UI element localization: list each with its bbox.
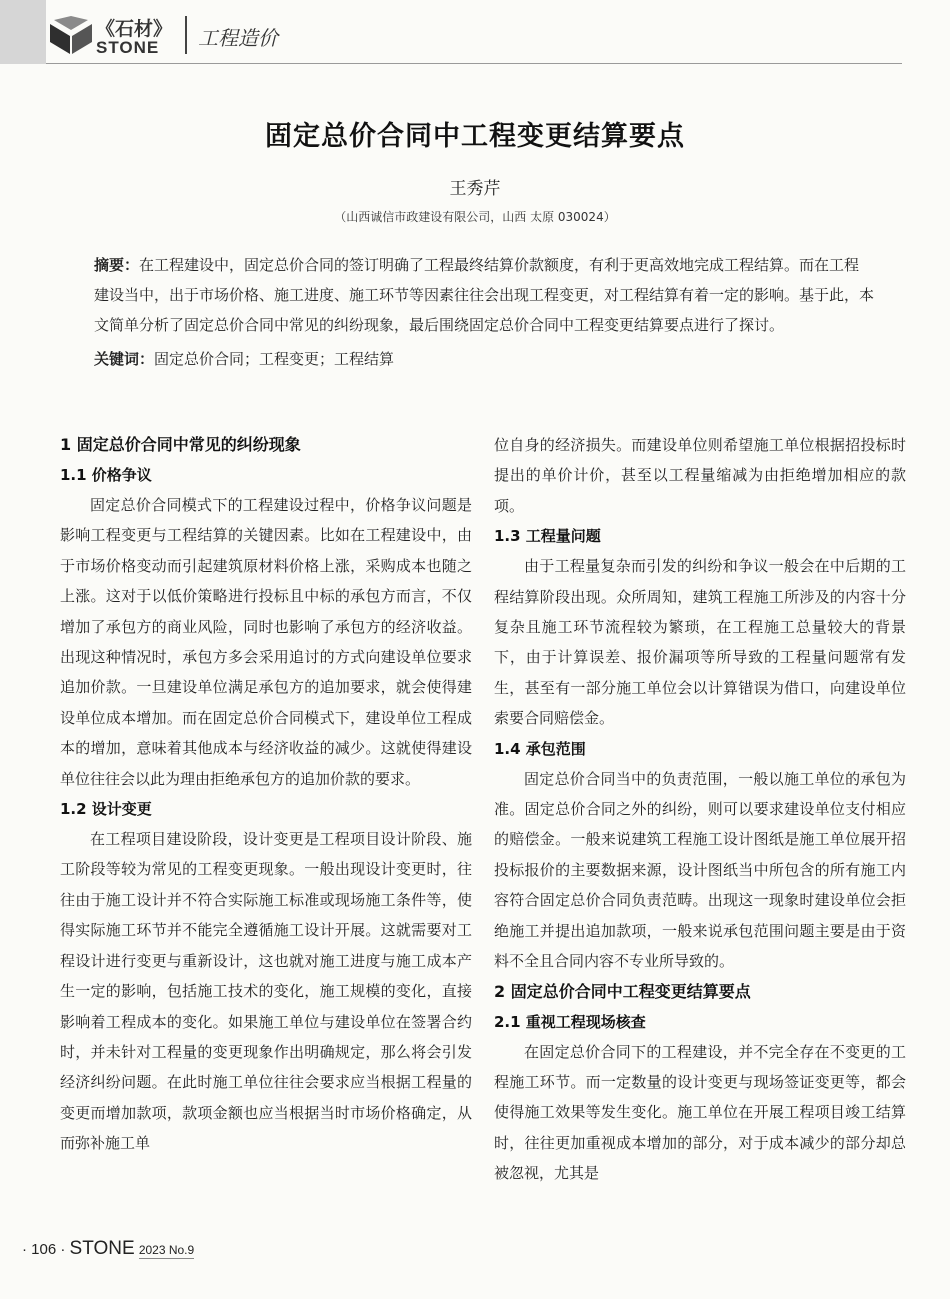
- section-heading: 1 固定总价合同中常见的纠纷现象: [60, 435, 301, 454]
- keywords-line: [94, 344, 874, 374]
- subsection-heading: 2.1 重视工程现场核查: [494, 1012, 646, 1031]
- article-title: 固定总价合同中工程变更结算要点: [265, 121, 685, 152]
- header-shade: [0, 0, 46, 64]
- header-rule: [46, 63, 902, 64]
- subsection-heading: 1.1 价格争议: [60, 466, 152, 484]
- subsection-heading: 1.3 工程量问题: [494, 527, 601, 546]
- section-heading: 2 固定总价合同中工程变更结算要点: [494, 981, 751, 1001]
- keywords-label: 关键词：: [94, 350, 155, 368]
- author-affiliation: （山西诚信市政建设有限公司，山西 太原 030024）: [334, 210, 616, 224]
- footer-brand: STONE: [69, 1238, 135, 1259]
- keywords-text: 固定总价合同；工程变更；工程结算: [154, 350, 395, 368]
- body-paragraph: 在固定总价合同下的工程建设，并不完全存在不变更的工程施工环节。而一定数量的设计变更与现场签证变更等，都会使得施工效果等发生变化。施工单位在开展工程项目竣工结算时，往往更加重视成本增加的部分，对于成本减少的部分却总被忽视，尤其是: [494, 1042, 906, 1183]
- page-footer: [22, 1238, 194, 1260]
- section-name: 工程造价: [198, 26, 278, 50]
- journal-name-en: STONE: [96, 38, 160, 57]
- abstract-text: 在工程建设中，固定总价合同的签订明确了工程最终结算价款额度，有利于更高效地完成工程结算。而在工程建设当中，出于市场价格、施工进度、施工环节等因素往往会出现工程变更，对工程结算有着一定的影响。基于此，本文简单分析了固定总价合同中常见的纠纷现象，最后围绕固定总价合同中工程变更结算要点进行了探讨。: [94, 256, 875, 334]
- journal-name-cn: 《石材》: [96, 18, 173, 40]
- left-column: [60, 430, 472, 1159]
- issue-label: 2023 No.9: [138, 1243, 195, 1257]
- body-paragraph: 在工程项目建设阶段，设计变更是工程项目设计阶段、施工阶段等较为常见的工程变更现象。一般出现设计变更时，往往由于施工设计并不符合实际施工标准或现场施工条件等，使得实际施工环节并不能完全遵循施工设计开展。这就需要对工程设计进行变更与重新设计，这也就对施工进度与施工成本产生一定的影响，包括施工技术的变化，施工规模的变化，直接影响着工程成本的变化。如果施工单位与建设单位在签署合约时，并未针对工程量的变更现象作出明确规定，那么将会引发经济纠纷问题。在此时施工单位往往会要求应当根据工程量的变更而增加款项，款项金额也应当根据当时市场价格确定，从而弥补施工单: [60, 830, 472, 1153]
- subsection-heading: 1.4 承包范围: [494, 739, 586, 758]
- body-paragraph: 固定总价合同模式下的工程建设过程中，价格争议问题是影响工程变更与工程结算的关键因素。比如在工程建设中，由于市场价格变动而引起建筑原材料价格上涨，采购成本也随之上涨。这对于以低价策略进行投标且中标的承包方而言，不仅增加了承包方的商业风险，同时也影响了承包方的经济收益。出现这种情况时，承包方多会采用追讨的方式向建设单位要求追加价款。一旦建设单位满足承包方的追加要求，就会使得建设单位成本增加。而在固定总价合同模式下，建设单位工程成本的增加，意味着其他成本与经济收益的减少。这就使得建设单位往往会以此为理由拒绝承包方的追加价款的要求。: [60, 496, 472, 788]
- abstract-block: [94, 250, 874, 374]
- header-divider: [185, 16, 187, 54]
- right-column: [494, 430, 906, 1189]
- page-header: [0, 0, 950, 64]
- journal-logo: [50, 12, 173, 62]
- body-paragraph: 固定总价合同当中的负责范围，一般以施工单位的承包为准。固定总价合同之外的纠纷，则可以要求建设单位支付相应的赔偿金。一般来说建筑工程施工设计图纸是施工单位展开招投标报价的主要数据来源，设计图纸当中所包含的所有施工内容符合固定总价合同负责范畴。出现这一现象时建设单位会拒绝施工并提出追加款项，一般来说承包范围问题主要是由于资料不全且合同内容不专业所导致的。: [494, 769, 906, 971]
- subsection-heading: 1.2 设计变更: [60, 800, 152, 819]
- article-author: 王秀芹: [449, 179, 501, 199]
- abstract-label: 摘要：: [94, 256, 140, 274]
- abstract-paragraph: [94, 250, 874, 340]
- page-number: · 106 ·: [22, 1241, 66, 1258]
- stone-logo-icon: [50, 16, 92, 56]
- body-paragraph: 由于工程量复杂而引发的纠纷和争议一般会在中后期的工程结算阶段出现。众所周知，建筑工程施工所涉及的内容十分复杂且施工环节流程较为繁琐，在工程施工总量较大的背景下，由于计算误差、报价漏项等所导致的工程量问题常有发生，甚至有一部分施工单位会以计算错误为借口，向建设单位索要合同赔偿金。: [494, 557, 906, 728]
- body-paragraph-continued: 位自身的经济损失。而建设单位则希望施工单位根据招投标时提出的单价计价，甚至以工程量缩减为由拒绝增加相应的款项。: [494, 436, 906, 515]
